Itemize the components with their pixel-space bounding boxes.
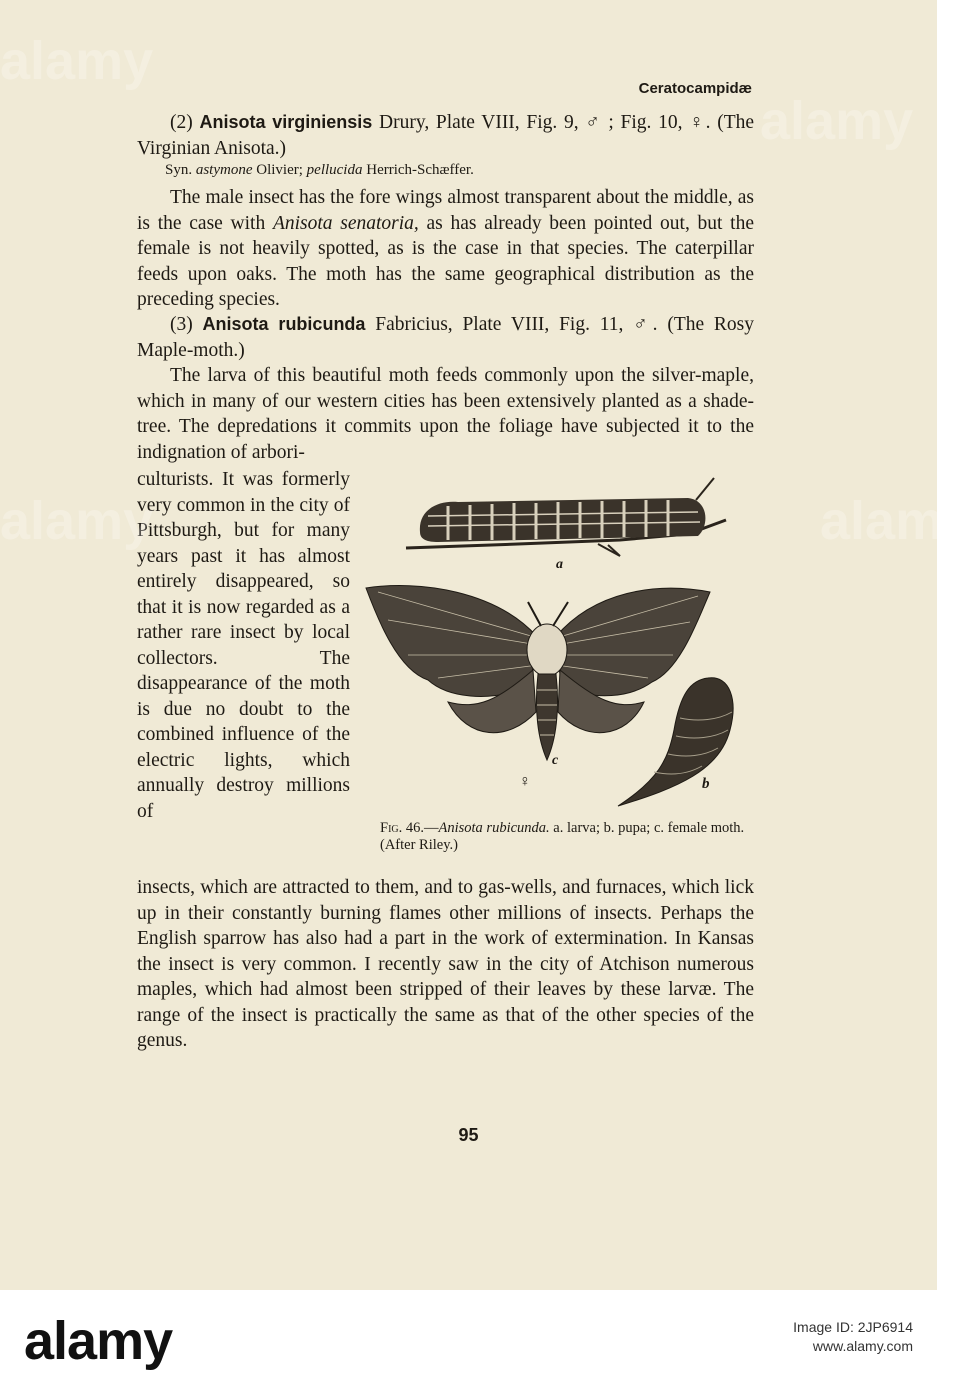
pupa-illustration xyxy=(618,678,733,806)
entry-3-number: (3) xyxy=(170,314,193,335)
entry-2-text-a: The male insect has the fore wings almost transparent about the middle, as is the case with xyxy=(137,187,754,234)
entry-2-paragraph xyxy=(137,185,754,313)
entry-3-body-left xyxy=(137,467,350,824)
watermark-info xyxy=(793,1318,913,1356)
running-title: Ceratocampidæ xyxy=(638,80,752,97)
syn-name-2: pellucida xyxy=(306,162,363,178)
entry-2-species: Anisota virginiensis xyxy=(199,112,373,132)
entry-3-plate-ref: Fabricius, Plate VIII, Fig. 11, ♂. xyxy=(375,314,658,335)
watermark-overlay-1: alamy xyxy=(0,31,154,91)
entry-2-heading xyxy=(137,110,754,161)
syn-name-1: astymone xyxy=(195,162,253,178)
syn-label: Syn. xyxy=(165,162,193,178)
entry-3-species: Anisota rubicunda xyxy=(202,314,366,334)
caption-fig: Fig. 46.— xyxy=(380,820,439,836)
site-url: www.alamy.com xyxy=(812,1338,913,1354)
entry-2-text-italic: Anisota senatoria, xyxy=(272,212,419,234)
larva-illustration xyxy=(406,478,726,556)
entry-3-paragraph-bottom: insects, which are attracted to them, and to gas-wells, and furnaces, which lick up in their constantly burning flames other millions of insects. Perhaps the English sparrow has also had a part in the work of extermination. In Kansas the insect is very common. I recently saw in the city of Atchison numerous maples, which had almost been stripped of their leaves by these larvæ. The range of the insect is practically the same as that of the other species of the genus. xyxy=(137,877,754,1051)
entry-2-body xyxy=(137,185,754,313)
stock-watermark-bar xyxy=(0,1290,937,1390)
label-a: a xyxy=(556,557,563,572)
alamy-logo: alamy xyxy=(24,1311,173,1371)
entry-2-plate-ref: Drury, Plate VIII, Fig. 9, ♂ ; Fig. xyxy=(379,112,652,133)
watermark-overlay-3: alamy xyxy=(0,491,154,551)
entry-3-body-bottom xyxy=(137,875,754,1054)
entry-3 xyxy=(137,312,754,363)
caption-rest: a. larva; b. pupa; c. female moth. (After Riley.) xyxy=(380,820,745,853)
watermark-overlay-4: alamy xyxy=(820,491,973,551)
figure-caption xyxy=(380,820,758,854)
entry-2-text-b: as has already been pointed out, but the female is not heavily spotted, as is the case in that species. The caterpillar feeds upon oaks. The moth has the same geographical distribution as the preceding species. xyxy=(137,212,754,310)
figure-46 xyxy=(358,470,753,800)
syn-author-1: Olivier; xyxy=(256,162,303,178)
entry-3-paragraph-left: culturists. It was formerly very common in the city of Pittsburgh, but for many years past it has almost entirely disappeared, so that it is now regarded as a rather rare insect by local collectors. The disappearance of the moth is due no doubt to the combined influence of the electric lights, which annually destroy millions of xyxy=(137,469,350,822)
entry-2-number: (2) xyxy=(170,112,193,133)
label-c: c xyxy=(552,753,559,768)
synonyms xyxy=(165,162,474,179)
watermark-overlay-2: alamy xyxy=(760,91,914,151)
entry-3-heading xyxy=(137,312,754,363)
entry-3-paragraph-top: The larva of this beautiful moth feeds commonly upon the silver-maple, which in many of our western cities has been extensively planted as a shade-tree. The depredations it commits upon the foliage have subjected it to the indignation of arbori- xyxy=(137,365,754,463)
entry-2 xyxy=(137,110,754,161)
syn-author-2: Herrich-Schæffer. xyxy=(366,162,474,178)
page-number: 95 xyxy=(458,1125,479,1145)
label-b: b xyxy=(702,776,710,792)
image-id: Image ID: 2JP6914 xyxy=(793,1319,913,1335)
entry-2-common-name: 10, ♀. (The Virginian Anisota.) xyxy=(137,112,755,159)
moth-illustration xyxy=(366,586,710,760)
entry-3-body-top xyxy=(137,363,754,465)
entry-3-common-name: (The Rosy Maple-moth.) xyxy=(137,314,755,361)
caption-species: Anisota rubicunda. xyxy=(438,820,550,836)
female-symbol: ♀ xyxy=(519,773,531,790)
